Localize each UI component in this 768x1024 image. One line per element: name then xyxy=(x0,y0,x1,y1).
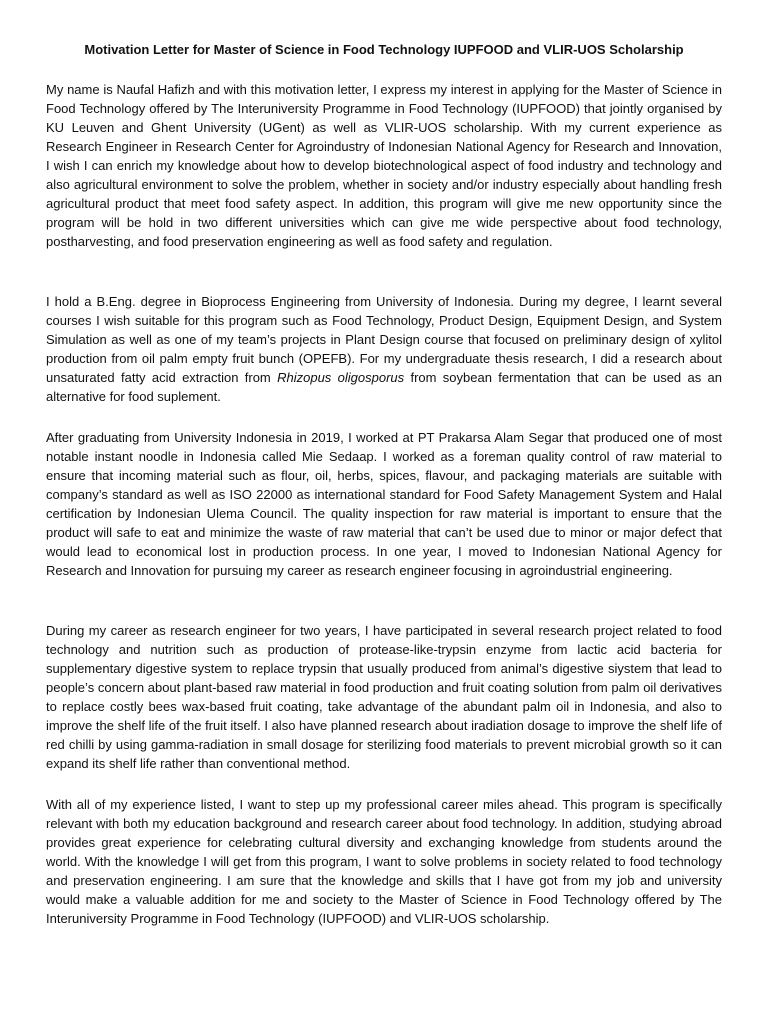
paragraph-introduction: My name is Naufal Hafizh and with this motivation letter, I express my interest in applying for the Master of Science in Food Technology offered by The Interuniversity Programme in Food Technology (IUPFOOD) that jointly organised by KU Leuven and Ghent University (UGent) as well as VLIR-UOS scholarship. With my current experience as Research Engineer in Research Center for Agroindustry of Indonesian National Agency for Research and Innovation, I wish I can enrich my knowledge about how to develop biotechnological aspect of food industry and technology and also agricultural environment to solve the problem, whether in society and/or industry especially about handling fresh agricultural product that meet food safety aspect. In addition, this program will give me new opportunity since the program will be hold in two different universities which can give me wide perspective about food technology, postharvesting, and food preservation engineering as well as food safety and regulation. xyxy=(46,82,722,249)
paragraph-conclusion: With all of my experience listed, I want to step up my professional career miles ahead. This program is specifically relevant with both my education background and research career about food technology. In addition, studying abroad provides great experience for celebrating cultural diversity and exchanging knowledge from students around the world. With the knowledge I will get from this program, I want to solve problems in society related to food technology and preservation engineering. I am sure that the knowledge and skills that I have got from my job and university would make a valuable addition for me and society to the Master of Science in Food Technology offered by The Interuniversity Programme in Food Technology (IUPFOOD) and VLIR-UOS scholarship. xyxy=(46,797,722,926)
paragraph-education xyxy=(46,292,722,406)
education-text-start: I hold a B.Eng. degree in Bioprocess Engineering from University of Indonesia. During my degree, I learnt several courses I wish suitable for this program such as Food Technology, Product Design, Equipment Design, and System Simulation as well as one of my team’s projects in Plant Design course that focused on preliminary design of xylitol production from oil palm empty fruit bunch (OPEFB). For my undergraduate thesis research, I did a research about unsaturated fatty acid extraction from xyxy=(46,294,722,385)
education-text-end: from soybean fermentation that can be used as an alternative for food suplement. xyxy=(46,370,723,404)
paragraph-work-experience: After graduating from University Indonesia in 2019, I worked at PT Prakarsa Alam Segar that produced one of most notable instant noodle in Indonesia called Mie Sedaap. I worked as a foreman quality control of raw material to ensure that incoming material such as flour, oil, herbs, spices, flavour, and packaging materials are suitable with company’s standard as well as ISO 22000 as international standard for Food Safety Management System and Halal certification by Indonesian Ulema Council. The quality inspection for raw material is important to ensure that the product will safe to eat and minimize the waste of raw material that can’t be used due to minor or major defect that would lead to economical lost in production process. In one year, I moved to Indonesian National Agency for Research and Innovation for pursuing my career as research engineer focusing in agroindustrial engineering. xyxy=(46,430,722,578)
organism-name: Rhizopus oligosporus xyxy=(277,370,405,385)
document-title: Motivation Letter for Master of Science in Food Technology IUPFOOD and VLIR-UOS Scholarship xyxy=(84,42,684,57)
paragraph-research-career: During my career as research engineer for two years, I have participated in several research project related to food technology and nutrition such as production of protease-like-trypsin enzyme from lactic acid bacteria for supplementary digestive system to replace trypsin that usually produced from animal’s digestive siystem that lead to people’s concern about plant-based raw material in food production and fruit coating solution from palm oil derivatives to replace costly bees wax-based fruit coating, take advantage of the abundant palm oil in Indonesia, and also to improve the shelf life of the fruit itself. I also have planned research about iradiation dosage to improve the shelf life of red chilli by using gamma-radiation in small dosage for sterilizing food materials to prevent microbial growth so it can expand its shelf life rather than conventional method. xyxy=(46,623,722,771)
